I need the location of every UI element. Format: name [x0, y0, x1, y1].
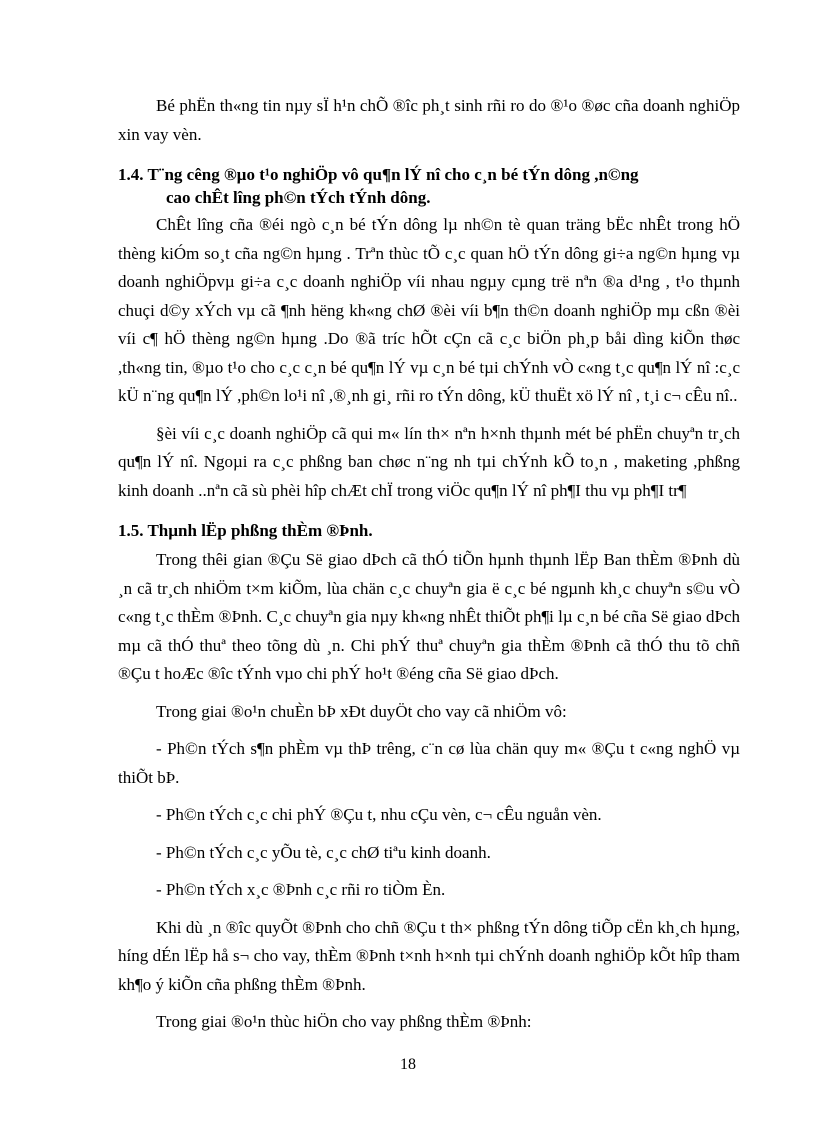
paragraph-1-4-b: §èi víi c¸c doanh nghiÖp cã qui m« lín th× nªn h×nh thµnh mét bé phËn chuyªn tr¸ch qu¶n lÝ nî. Ngoµi ra c¸c phßng ban chøc n¨ng nh tµi chÝnh kÕ to¸n , maketing ,phßng kinh doanh ..nªn cã sù phèi hîp chÆt chÏ trong viÖc qu¶n lÝ nî ph¶I thu vµ ph¶I tr¶	[118, 423, 740, 500]
list-item-analysis-market: - Ph©n tÝch s¶n phÈm vµ thÞ trêng, c¨n cø lùa chän quy m« ®Çu t c«ng nghÖ vµ thiÕt bÞ.	[118, 739, 740, 787]
paragraph-1-5-c: Khi dù ¸n ®îc quyÕt ®Þnh cho chñ ®Çu t th× phßng tÝn dông tiÕp cËn kh¸ch hµng, híng dÉn lËp hå s¬ cho vay, thÈm ®Þnh t×nh h×nh tµi chÝnh doanh nghiÖp kÕt hîp tham kh¶o ý kiÕn cña phßng thÈm ®Þnh.	[118, 917, 740, 994]
list-item-analysis-risks: - Ph©n tÝch x¸c ®Þnh c¸c rñi ro tiÒm Èn.	[156, 880, 446, 899]
paragraph-1-4-a: ChÊt lîng cña ®éi ngò c¸n bé tÝn dông lµ nh©n tè quan träng bËc nhÊt trong hÖ thèng kiÓm so¸t cña ng©n hµng . Trªn thùc tÕ c¸c quan hÖ tÝn dông gi÷a ng©n hµng vµ doanh nghiÖpvµ gi÷a c¸c doanh nghiÖp víi nhau ngµy cµng trë nªn ®a d¹ng , t¹o thµnh chuçi d©y xÝch vµ cã ¶nh hëng kh«ng chØ ®èi víi b¶n th©n doanh nghiÖp mµ cßn ®èi víi c¶ hÖ thèng ng©n hµng .Do ®ã tríc hÕt cÇn cã c¸c biÖn ph¸p båi dìng kiÕn thøc ,th«ng tin, ®µo t¹o cho c¸c c¸n bé qu¶n lÝ vµ c¸n bé tµi chÝnh vÒ c«ng t¸c qu¶n lÝ nî :c¸c kÜ n¨ng qu¶n lÝ ,ph©n lo¹i nî ,®¸nh gi¸ rñi ro tÝn dông, kÜ thuËt xö lÝ nî , t¸i c¬ cÊu nî..	[118, 215, 740, 405]
paragraph-intro: Bé phËn th«ng tin nµy sÏ h¹n chÕ ®îc ph¸t sinh rñi ro do ®¹o ®øc cña doanh nghiÖp xin vay vèn.	[118, 96, 740, 144]
section-heading-1-4	[118, 163, 740, 209]
page-number: 18	[400, 1056, 416, 1073]
paragraph-1-5-b: Trong giai ®o¹n chuÈn bÞ xÐt duyÖt cho vay cã nhiÖm vô:	[156, 701, 567, 721]
section-heading-1-4-line2: cao chÊt lîng ph©n tÝch tÝnh dông.	[166, 188, 431, 207]
document-body	[118, 92, 740, 1037]
paragraph-1-5-d: Trong giai ®o¹n thùc hiÖn cho vay phßng thÈm ®Þnh:	[156, 1012, 532, 1031]
list-item-analysis-factors: - Ph©n tÝch c¸c yÕu tè, c¸c chØ tiªu kinh doanh.	[156, 842, 491, 862]
section-heading-1-4-line1: 1.4. T¨ng cêng ®µo t¹o nghiÖp vô qu¶n lÝ nî cho c¸n bé tÝn dông ,n©ng	[118, 165, 639, 184]
list-item-analysis-costs: - Ph©n tÝch c¸c chi phÝ ®Çu t, nhu cÇu vèn, c¬ cÊu nguån vèn.	[156, 805, 602, 824]
section-heading-1-5: 1.5. Thµnh lËp phßng thÈm ®Þnh.	[118, 521, 373, 540]
paragraph-1-5-a: Trong thêi gian ®Çu Së giao dÞch cã thÓ tiÕn hµnh thµnh lËp Ban thÈm ®Þnh dù ¸n cã tr¸ch nhiÖm t×m kiÕm, lùa chän c¸c chuyªn gia ë c¸c bé ngµnh kh¸c chuyªn s©u vÒ c«ng t¸c thÈm ®Þnh. C¸c chuyªn gia nµy kh«ng nhÊt thiÕt ph¶i lµ c¸n bé cña Së giao dÞch mµ cã thÓ thuª theo tõng dù ¸n. Chi phÝ thuª chuyªn gia thÈm ®Þnh cã thÓ thu tõ chñ ®Çu t hoÆc ®îc tÝnh vµo chi phÝ ho¹t ®éng cña Së giao dÞch.	[118, 550, 740, 683]
